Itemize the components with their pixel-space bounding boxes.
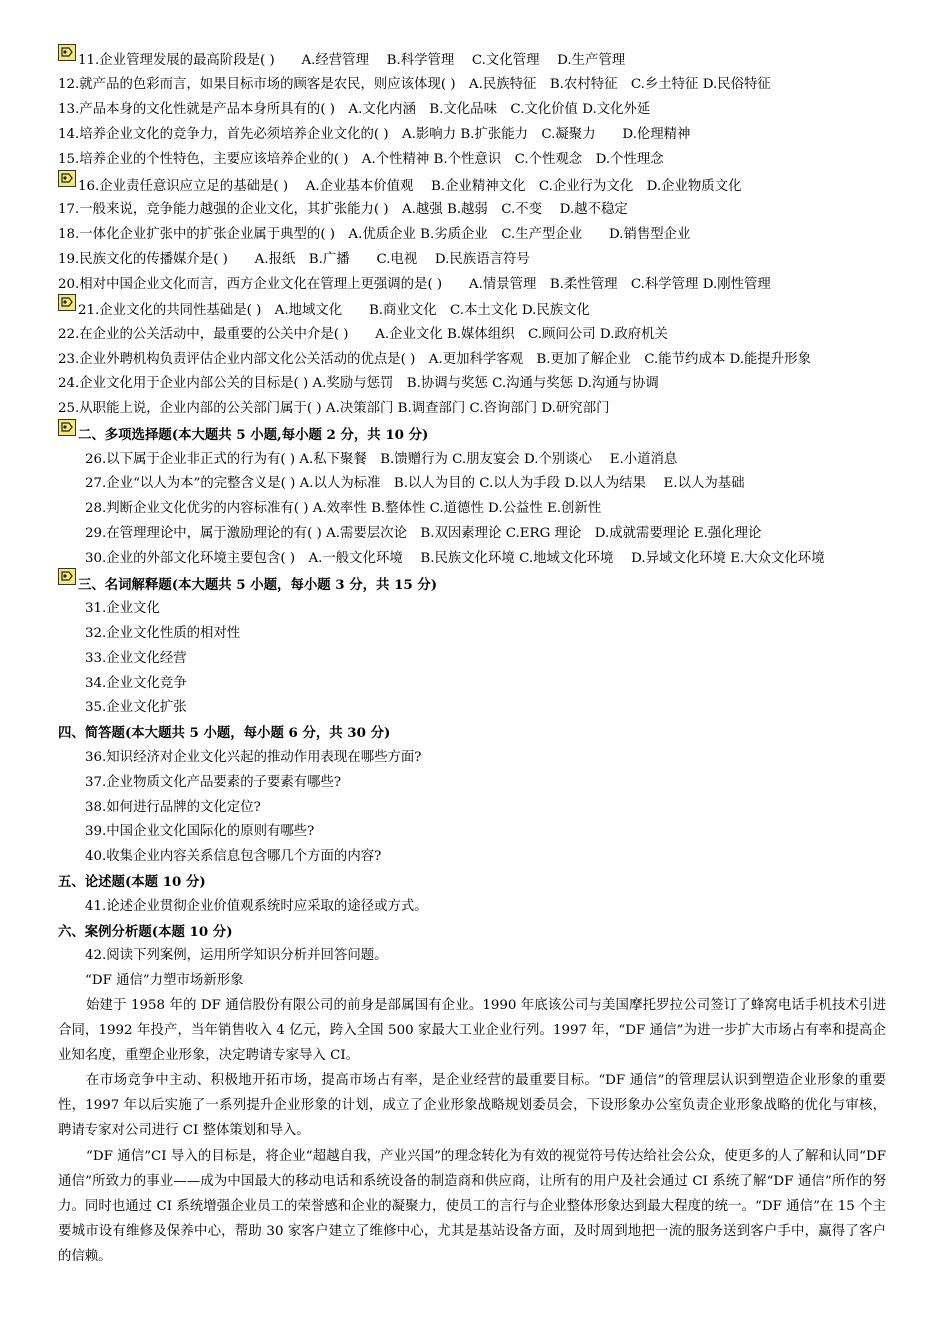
question-29: 29.在管理理论中，属于激励理论的有( ) A.需要层次论 B.双因素理论 C.ERG 理论 D.成就需要理论 E.强化理论 — [85, 526, 762, 541]
note-marker-icon[interactable] — [58, 294, 76, 311]
question-28: 28.判断企业文化优劣的内容标准有( ) A.效率性 B.整体性 C.道德性 D.公益性 E.创新性 — [85, 501, 602, 516]
case-paragraph-3: “DF 通信”CI 导入的目标是，将企业“超越自我，产业兴国”的理念转化为有效的视觉符号传达给社会公众，使更多的人了解和认同“DF 通信”所致力的事业——成为中国最大的移动电话和系统设备的制造商和供应商，让所有的用户及社会通过 CI 系统了解“DF 通信”所作的努力。同时也通过 CI 系统增强企业员工的荣誉感和企业的凝聚力，使员工的言行与企业整体形象达到最大程度的统一。“DF 通信”在 15 个主要城市设有维修及保养中心，帮助 30 家客户建立了维修中心，尤其是基站设备方面，及时周到地把一流的服务送到客户手中，赢得了客户的信赖。 — [58, 1149, 886, 1264]
note-marker-icon[interactable] — [58, 419, 76, 436]
section-heading-3: 三、名词解释题(本大题共 5 小题，每小题 3 分，共 15 分) — [78, 577, 438, 593]
question-13: 13.产品本身的文化性就是产品本身所具有的( ) A.文化内涵 B.文化品味 C.文化价值 D.文化外延 — [58, 102, 651, 117]
question-36: 36.知识经济对企业文化兴起的推动作用表现在哪些方面? — [85, 750, 422, 765]
note-marker-icon[interactable] — [58, 44, 76, 61]
question-25: 25.从职能上说，企业内部的公关部门属于( ) A.决策部门 B.调查部门 C.咨询部门 D.研究部门 — [58, 401, 610, 416]
question-27: 27.企业“以人为本”的完整含义是( ) A.以人为标准 B.以人为目的 C.以人为手段 D.以人为结果 E.以人为基础 — [85, 476, 745, 491]
question-22: 22.在企业的公关活动中，最重要的公关中介是( ) A.企业文化 B.媒体组织 C.顾问公司 D.政府机关 — [58, 327, 668, 342]
question-18: 18.一体化企业扩张中的扩张企业属于典型的( ) A.优质企业 B.劣质企业 C.生产型企业 D.销售型企业 — [58, 227, 691, 242]
case-title: “DF 通信”力塑市场新形象 — [85, 973, 244, 988]
question-19: 19.民族文化的传播媒介是( ) A.报纸 B.广播 C.电视 D.民族语言符号 — [58, 252, 530, 267]
question-15: 15.培养企业的个性特色，主要应该培养企业的( ) A.个性精神 B.个性意识 C.个性观念 D.个性理念 — [58, 152, 664, 167]
question-37: 37.企业物质文化产品要素的子要素有哪些? — [85, 775, 342, 790]
question-33: 33.企业文化经营 — [85, 651, 187, 666]
question-40: 40.收集企业内容关系信息包含哪几个方面的内容? — [85, 849, 382, 864]
question-34: 34.企业文化竞争 — [85, 676, 187, 691]
section-heading-6: 六、案例分析题(本题 10 分) — [58, 924, 233, 940]
question-24: 24.企业文化用于企业内部公关的目标是( ) A.奖励与惩罚 B.协调与奖惩 C.沟通与奖惩 D.沟通与协调 — [58, 376, 659, 391]
question-31: 31.企业文化 — [85, 601, 160, 616]
question-17: 17.一般来说，竞争能力越强的企业文化，其扩张能力( ) A.越强 B.越弱 C.不变 D.越不稳定 — [58, 202, 628, 217]
question-20: 20.相对中国企业文化而言，西方企业文化在管理上更强调的是( ) A.情景管理 B.柔性管理 C.科学管理 D.刚性管理 — [58, 277, 771, 292]
question-32: 32.企业文化性质的相对性 — [85, 626, 241, 641]
question-30: 30.企业的外部文化环境主要包含( ) A.一般文化环境 B.民族文化环境 C.地域文化环境 D.异域文化环境 E.大众文化环境 — [85, 551, 825, 566]
case-paragraph-2: 在市场竞争中主动、积极地开拓市场，提高市场占有率，是企业经营的最重要目标。“DF 通信”的管理层认识到塑造企业形象的重要性，1997 年以后实施了一系列提升企业形象的计划，成立了企业形象战略规划委员会，下设形象办公室负责企业形象战略的优化与审核，聘请专家对公司进行 CI 整体策划和导入。 — [58, 1073, 886, 1138]
question-35: 35.企业文化扩张 — [85, 700, 187, 715]
section-heading-5: 五、论述题(本题 10 分) — [58, 874, 206, 890]
question-12: 12.就产品的色彩而言，如果目标市场的顾客是农民，则应该体现( ) A.民族特征 B.农村特征 C.乡土特征 D.民俗特征 — [58, 77, 771, 92]
question-39: 39.中国企业文化国际化的原则有哪些? — [85, 824, 315, 839]
question-26: 26.以下属于企业非正式的行为有( ) A.私下聚餐 B.馈赠行为 C.朋友宴会 D.个别谈心 E.小道消息 — [85, 452, 678, 467]
question-41: 41.论述企业贯彻企业价值观系统时应采取的途径或方式。 — [85, 899, 428, 914]
question-21: 21.企业文化的共同性基础是( ) A.地域文化 B.商业文化 C.本土文化 D.民族文化 — [78, 303, 590, 318]
question-42: 42.阅读下列案例，运用所学知识分析并回答问题。 — [85, 948, 388, 963]
note-marker-icon[interactable] — [58, 568, 76, 585]
case-paragraph-1: 始建于 1958 年的 DF 通信股份有限公司的前身是部属国有企业。1990 年底该公司与美国摩托罗拉公司签订了蜂窝电话手机技术引进合同，1992 年投产，当年销售收入 4 亿元，跨入全国 500 家最大工业企业行列。1997 年，“DF 通信”为进一步扩大市场占有率和提高企业知名度，重塑企业形象，决定聘请专家导入 CI。 — [58, 998, 886, 1063]
question-38: 38.如何进行品牌的文化定位? — [85, 800, 261, 815]
section-heading-2: 二、多项选择题(本大题共 5 小题,每小题 2 分，共 10 分) — [78, 427, 429, 443]
question-23: 23.企业外聘机构负责评估企业内部文化公关活动的优点是( ) A.更加科学客观 B.更加了解企业 C.能节约成本 D.能提升形象 — [58, 352, 811, 367]
question-16: 16.企业责任意识应立足的基础是( ) A.企业基本价值观 B.企业精神文化 C.企业行为文化 D.企业物质文化 — [78, 179, 742, 194]
question-11: 11.企业管理发展的最高阶段是( ) A.经营管理 B.科学管理 C.文化管理 D.生产管理 — [78, 53, 626, 68]
section-heading-4: 四、简答题(本大题共 5 小题，每小题 6 分，共 30 分) — [58, 725, 391, 741]
question-14: 14.培养企业文化的竞争力，首先必须培养企业文化的( ) A.影响力 B.扩张能力 C.凝聚力 D.伦理精神 — [58, 127, 691, 142]
note-marker-icon[interactable] — [58, 170, 76, 187]
